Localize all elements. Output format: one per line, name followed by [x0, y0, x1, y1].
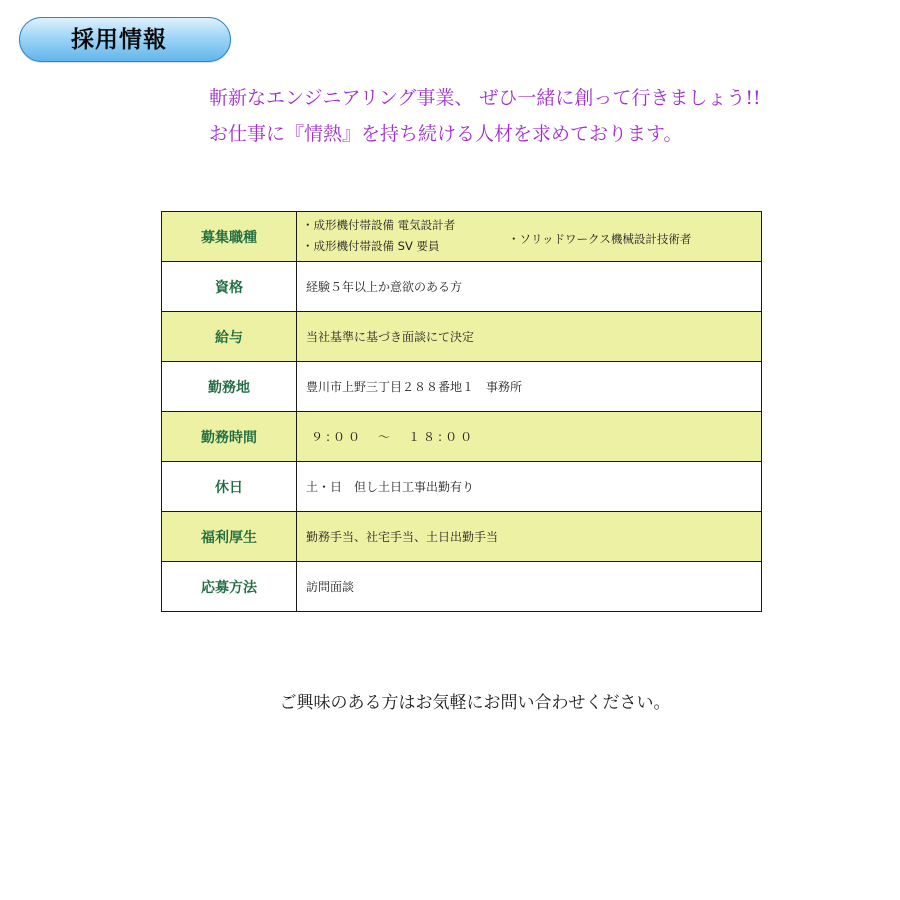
position-item: ・成形機付帯設備 電気設計者	[302, 218, 456, 232]
section-title-badge	[19, 17, 231, 62]
row-value-hours: ９:００ ～ １８:００	[297, 412, 762, 462]
table-row-hours	[162, 412, 762, 462]
row-label-holidays: 休日	[162, 462, 297, 512]
row-value-location: 豊川市上野三丁目２８８番地１ 事務所	[297, 362, 762, 412]
row-label-location: 勤務地	[162, 362, 297, 412]
row-label-positions: 募集職種	[162, 212, 297, 262]
row-label-application: 応募方法	[162, 562, 297, 612]
position-item: ・成形機付帯設備 SV 要員	[302, 239, 440, 253]
intro-line-1: 斬新なエンジニアリング事業、 ぜひ一緒に創って行きましょう!!	[209, 87, 761, 109]
table-row-location	[162, 362, 762, 412]
table-row-benefits	[162, 512, 762, 562]
row-label-hours: 勤務時間	[162, 412, 297, 462]
row-value-salary: 当社基準に基づき面談にて決定	[297, 312, 762, 362]
row-label-salary: 給与	[162, 312, 297, 362]
row-value-qualifications: 経験５年以上か意欲のある方	[297, 262, 762, 312]
table-row-qualifications	[162, 262, 762, 312]
table-row-positions	[162, 212, 762, 262]
intro-message	[209, 80, 761, 152]
table-row-salary	[162, 312, 762, 362]
recruitment-table	[161, 211, 762, 612]
position-item: ・ソリッドワークス機械設計技術者	[508, 232, 692, 246]
intro-line-2: お仕事に『情熱』を持ち続ける人材を求めております。	[209, 123, 683, 145]
row-value-application: 訪問面談	[297, 562, 762, 612]
row-label-benefits: 福利厚生	[162, 512, 297, 562]
table-row-application	[162, 562, 762, 612]
row-value-positions	[297, 212, 762, 262]
row-value-holidays: 土・日 但し土日工事出勤有り	[297, 462, 762, 512]
table-row-holidays	[162, 462, 762, 512]
contact-invitation: ご興味のある方はお気軽にお問い合わせください。	[279, 693, 671, 713]
section-title: 採用情報	[71, 27, 167, 53]
row-value-benefits: 勤務手当、社宅手当、土日出勤手当	[297, 512, 762, 562]
row-label-qualifications: 資格	[162, 262, 297, 312]
